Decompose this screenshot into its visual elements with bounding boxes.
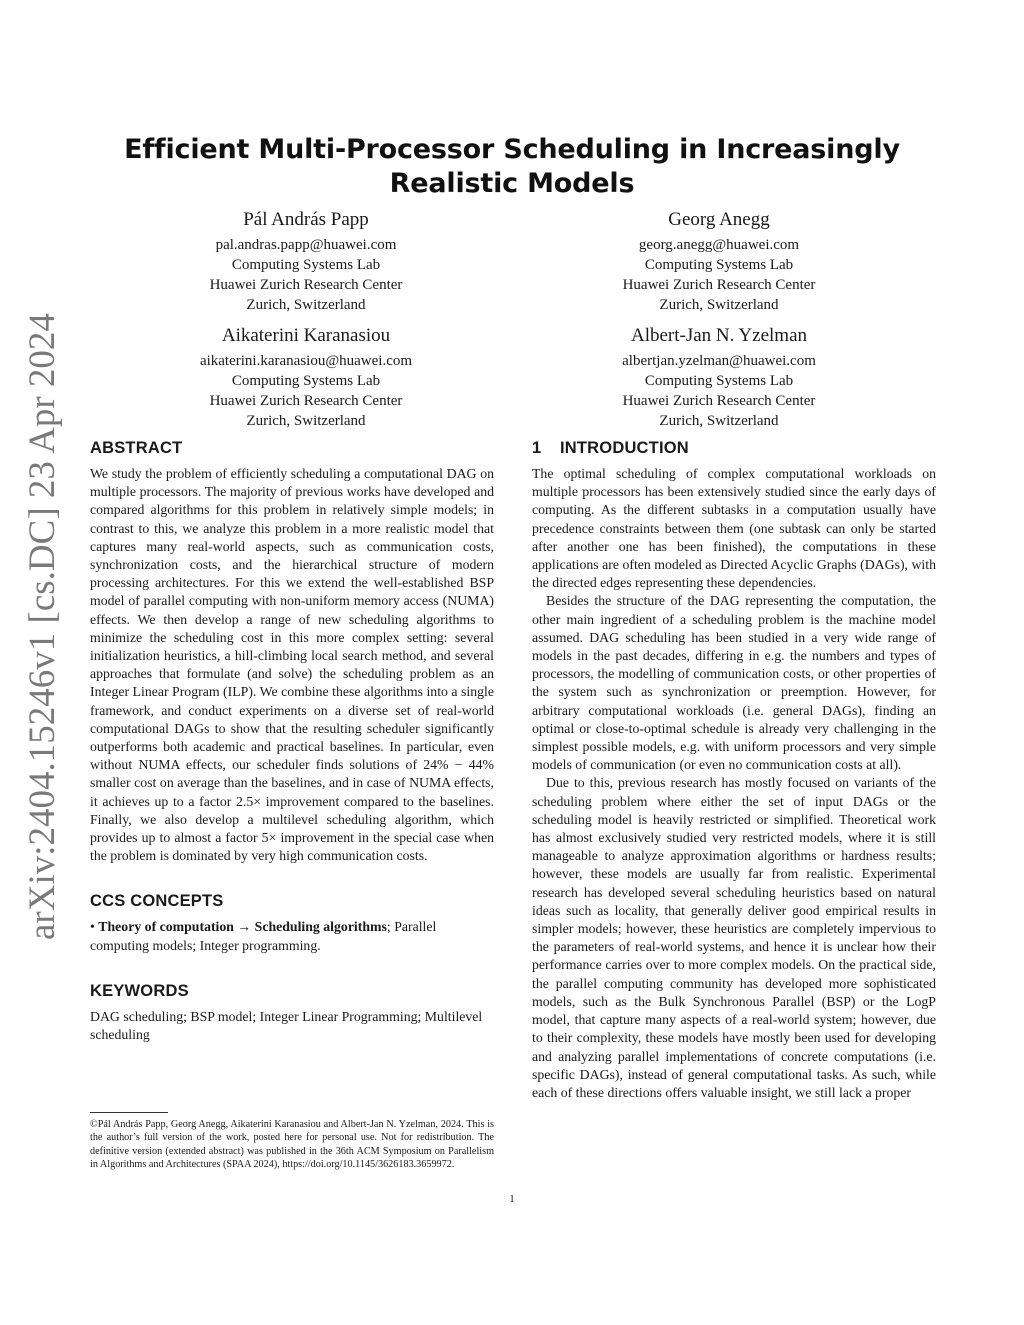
author-email: aikaterini.karanasiou@huawei.com (199, 353, 413, 369)
author-department: Computing Systems Lab (231, 373, 381, 389)
author-name: Georg Anegg (668, 209, 770, 230)
author-location: Zurich, Switzerland (659, 297, 779, 313)
intro-paragraph: The optimal scheduling of complex computational workloads on multiple processors has been extensively studied since the early days of computing. As the different subtasks in a computation usually have precedence constraints between them (one subtask can only be started after another one has been finished), the computations in these applications are often modeled as Directed Acyclic Graphs (DAGs), with the directed edges representing these dependencies. (532, 466, 936, 591)
author-location: Zurich, Switzerland (659, 413, 779, 429)
left-column (90, 438, 494, 1044)
keywords-heading: KEYWORDS (90, 981, 189, 1000)
paper-title: Efficient Multi-Processor Scheduling in Increasingly Realistic Models (124, 134, 900, 199)
author-organization: Huawei Zurich Research Center (209, 393, 403, 409)
author-email: albertjan.yzelman@huawei.com (622, 353, 816, 369)
keywords-text: DAG scheduling; BSP model; Integer Linear Programming; Multilevel scheduling (90, 1008, 483, 1043)
author-block (519, 324, 919, 431)
abstract-text: We study the problem of efficiently scheduling a computational DAG on multiple processors. The majority of previous works have developed and compared algorithms for this problem in relatively simple models; in contrast to this, we analyze this problem in a more realistic model that captures many real-world aspects, such as communication costs, synchronization costs, and the hierarchical structure of modern processing architectures. For this we extend the well-established BSP model of parallel computing with non-uniform memory access (NUMA) effects. We then develop a range of new scheduling algorithms to minimize the scheduling cost in this more complex setting: several initialization heuristics, a hill-climbing local search method, and several approaches that formulate (and solve) the scheduling problem as an Integer Linear Program (ILP). We combine these algorithms into a single framework, and conduct experiments on a diverse set of real-world computational DAGs to show that the resulting scheduler significantly outperforms both academic and practical baselines. In particular, even without NUMA effects, our scheduler finds solutions of 24% − 44% smaller cost on average than the baselines, and in case of NUMA effects, it achieves up to a factor 2.5× improvement compared to the baselines. Finally, we also develop a multilevel scheduling algorithm, which provides up to almost a factor 5× improvement in the special case when the problem is dominated by very high communication costs. (90, 466, 494, 864)
author-block (106, 324, 506, 431)
right-column (532, 438, 936, 1102)
ccs-bullet: • (90, 919, 95, 935)
intro-paragraph: Due to this, previous research has mostly focused on variants of the scheduling problem where either the set of input DAGs or the scheduling model is heavily restricted or simplified. Theoretical work has almost exclusively studied very restricted models, where it is still manageable to analyze approximation algorithms or hardness results; however, these models are usually far from realistic. Experimental research has developed several scheduling heuristics based on natural ideas such as locality, that generally deliver good empirical results in simpler models; however, these heuristics are completely impervious to the parameters of real-world systems, and hence it is unclear how their performance carries over to more complex models. On the practical side, the parallel computing community has developed more sophisticated models, such as the Bulk Synchronous Parallel (BSP) or the LogP model, that capture many aspects of a real-world system; however, due to their complexity, these models have mostly been used for developing and analyzing parallel implementations of concrete computations (i.e. specific DAGs), instead of general computational tasks. As such, while each of these directions offers valuable insight, we still lack a proper (532, 775, 936, 1100)
author-location: Zurich, Switzerland (246, 297, 366, 313)
footnote-divider (90, 1112, 168, 1113)
arxiv-identifier-stamp: arXiv:2404.15246v1 [cs.DC] 23 Apr 2024 (22, 313, 63, 940)
author-location: Zurich, Switzerland (246, 413, 366, 429)
author-department: Computing Systems Lab (644, 373, 794, 389)
section-number: 1 (532, 439, 542, 457)
intro-paragraph: Besides the structure of the DAG representing the computation, the other main ingredient of a scheduling problem is the machine model assumed. DAG scheduling has been studied in a very wide range of models in the past decades, differing in e.g. the numbers and types of processors, the modelling of communication costs, or other properties of the system such as synchronization or preemption. However, for arbitrary computational workloads (i.e. general DAGs), finding an optimal or close-to-optimal schedule is already very challenging in the simplest possible models, e.g. with uniform processors and very simple models of communication (or even no communication costs at all). (532, 593, 936, 773)
abstract-heading: ABSTRACT (90, 439, 183, 457)
author-block (106, 208, 506, 315)
author-email: pal.andras.papp@huawei.com (215, 237, 397, 253)
author-name: Pál András Papp (243, 209, 369, 230)
author-name: Albert-Jan N. Yzelman (630, 325, 808, 346)
ccs-primary-concept: Theory of computation → Scheduling algorithms (98, 919, 387, 935)
author-department: Computing Systems Lab (644, 257, 794, 273)
section-title: INTRODUCTION (560, 439, 689, 457)
ccs-concepts-heading: CCS CONCEPTS (90, 892, 224, 911)
page-number: 1 (509, 1193, 515, 1205)
author-email: georg.anegg@huawei.com (638, 237, 800, 253)
author-name: Aikaterini Karanasiou (221, 325, 391, 346)
introduction-heading (532, 438, 936, 458)
author-block (519, 208, 919, 315)
author-organization: Huawei Zurich Research Center (622, 277, 816, 293)
author-department: Computing Systems Lab (231, 257, 381, 273)
author-organization: Huawei Zurich Research Center (209, 277, 403, 293)
ccs-concepts-text (90, 918, 494, 954)
ccs-secondary-concepts: ; Parallel computing models; Integer programming. (90, 919, 437, 953)
copyright-footnote: ©Pál András Papp, Georg Anegg, Aikaterini Karanasiou and Albert-Jan N. Yzelman, 2024. This is the author’s full version of the work, posted here for personal use. Not for redistribution. The definitive version (extended abstract) was published in the 36th ACM Symposium on Parallelism in Algorithms and Architectures (SPAA 2024), https://doi.org/10.1145/3626183.3659972. (90, 1119, 494, 1170)
author-organization: Huawei Zurich Research Center (622, 393, 816, 409)
